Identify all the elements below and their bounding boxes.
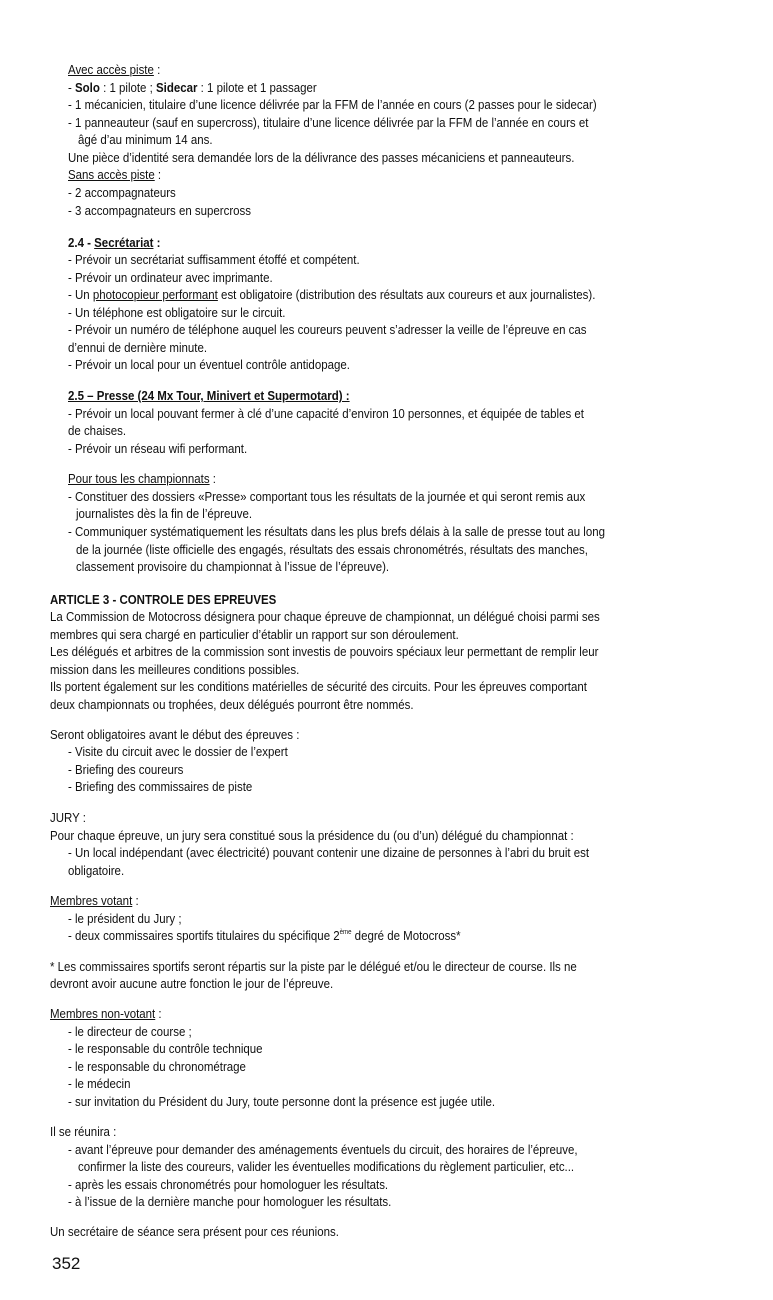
supercross-companions-line: - 3 accompagnateurs en supercross [68, 203, 252, 218]
colon: : [153, 235, 161, 250]
secretariat-item: - Prévoir un ordinateur avec imprimante. [68, 270, 273, 285]
text: est obligatoire (distribution des résultats aux coureurs et aux journalistes). [217, 287, 596, 302]
text: - Un [68, 287, 93, 302]
secretariat-item: - Prévoir un numéro de téléphone auquel les coureurs peuvent s’adresser la veille de l’épreuve en cas [68, 322, 587, 337]
text: - deux commissaires sportifs titulaires du spécifique 2 [68, 928, 340, 943]
non-voting-member-item: - le directeur de course ; [68, 1024, 192, 1039]
meeting-intro: Il se réunira : [50, 1124, 117, 1139]
article-title-text: ARTICLE 3 - CONTROLE DES EPREUVES [50, 592, 277, 607]
paragraph-line: membres qui sera chargé en particulier d’établir un rapport sur son déroulement. [50, 627, 459, 642]
meeting-item: - avant l’épreuve pour demander des aménagements éventuels du circuit, des horaires de l’épreuve, [68, 1142, 578, 1157]
sidecar-desc: : 1 pilote et 1 passager [197, 80, 317, 95]
no-access-heading [68, 166, 161, 183]
press-item: - Communiquer systématiquement les résultats dans les plus brefs délais à la salle de presse tout au long [68, 524, 605, 539]
signaller-age-line: âgé d’au minimum 14 ans. [78, 132, 213, 147]
press-heading [68, 387, 350, 404]
secretariat-item: - Prévoir un local pour un éventuel contrôle antidopage. [68, 357, 350, 372]
mandatory-item: - Briefing des coureurs [68, 762, 184, 777]
superscript: ème [339, 929, 352, 936]
secretariat-item [68, 286, 595, 303]
access-heading [68, 61, 160, 78]
colon: : [153, 62, 161, 77]
colon: : [154, 167, 162, 182]
page-number: 352 [52, 1254, 81, 1273]
without-track-access-label: Sans accès piste [68, 167, 155, 182]
with-track-access-label: Avec accès piste [68, 62, 154, 77]
mandatory-intro: Seront obligatoires avant le début des épreuves : [50, 727, 300, 742]
mandatory-item: - Visite du circuit avec le dossier de l’expert [68, 744, 288, 759]
meeting-item: - après les essais chronométrés pour homologuer les résultats. [68, 1177, 389, 1192]
secretariat-item: - Un téléphone est obligatoire sur le circuit. [68, 305, 286, 320]
press-item-cont: classement provisoire du championnat à l’issue de l’épreuve). [76, 559, 390, 574]
text: degré de Motocross* [351, 928, 461, 943]
secretariat-item-cont: d’ennui de dernière minute. [68, 340, 208, 355]
meeting-item-cont: confirmer la liste des coureurs, valider les éventuelles modifications du règlement particulier, etc... [78, 1159, 575, 1174]
paragraph-line: La Commission de Motocross désignera pour chaque épreuve de championnat, un délégué choisi parmi ses [50, 609, 600, 624]
all-championships-heading [68, 470, 216, 487]
solo-line [68, 79, 317, 96]
press-item: - Prévoir un local pouvant fermer à clé d’une capacité d’environ 10 personnes, et équipée de tables et [68, 406, 584, 421]
article-3-title [50, 591, 276, 608]
voting-members-heading [50, 892, 139, 909]
section-number: 2.4 - [68, 235, 95, 250]
voting-member-item [68, 927, 461, 944]
non-voting-members-heading [50, 1005, 162, 1022]
paragraph-line: Les délégués et arbitres de la commission sont investis de pouvoirs spéciaux leur permettant de remplir leur [50, 644, 599, 659]
secretary-line: Un secrétaire de séance sera présent pour ces réunions. [50, 1224, 339, 1239]
photocopier-term: photocopieur performant [92, 287, 218, 302]
mandatory-item: - Briefing des commissaires de piste [68, 779, 253, 794]
footnote-line: * Les commissaires sportifs seront répartis sur la piste par le délégué et/ou le directeur de course. Ils ne [50, 959, 577, 974]
solo-desc: : 1 pilote ; [99, 80, 157, 95]
jury-item-cont: obligatoire. [68, 863, 125, 878]
colon: : [155, 1006, 162, 1021]
voting-member-item: - le président du Jury ; [68, 911, 182, 926]
dash: - [68, 80, 76, 95]
solo-term: Solo [75, 80, 100, 95]
jury-line: Pour chaque épreuve, un jury sera constitué sous la présidence du (ou d’un) délégué du championnat : [50, 828, 574, 843]
secretariat-title: Secrétariat [94, 235, 154, 250]
non-voting-member-item: - le responsable du chronométrage [68, 1059, 246, 1074]
press-title: 2.5 – Presse (24 Mx Tour, Minivert et Supermotard) : [68, 388, 350, 403]
voting-members-label: Membres votant [50, 893, 133, 908]
id-required-line: Une pièce d’identité sera demandée lors de la délivrance des passes mécaniciens et panneauteurs. [68, 150, 575, 165]
non-voting-members-label: Membres non-votant [50, 1006, 156, 1021]
sidecar-term: Sidecar [156, 80, 198, 95]
all-championships-label: Pour tous les championnats [68, 471, 210, 486]
colon: : [209, 471, 216, 486]
non-voting-member-item: - le responsable du contrôle technique [68, 1041, 263, 1056]
press-item-cont: journalistes dès la fin de l’épreuve. [76, 506, 253, 521]
press-item: - Prévoir un réseau wifi performant. [68, 441, 248, 456]
press-item: - Constituer des dossiers «Presse» comportant tous les résultats de la journée et qui seront remis aux [68, 489, 586, 504]
mechanic-line: - 1 mécanicien, titulaire d’une licence délivrée par la FFM de l’année en cours (2 passes pour le sidecar) [68, 97, 597, 112]
press-item-cont: de chaises. [68, 423, 127, 438]
paragraph-line: mission dans les meilleures conditions possibles. [50, 662, 300, 677]
paragraph-line: deux championnats ou trophées, deux délégués pourront être nommés. [50, 697, 414, 712]
jury-item: - Un local indépendant (avec électricité) pouvant contenir une dizaine de personnes à l’abri du bruit est [68, 845, 590, 860]
non-voting-member-item: - sur invitation du Président du Jury, toute personne dont la présence est jugée utile. [68, 1094, 496, 1109]
footnote-line: devront avoir aucune autre fonction le jour de l’épreuve. [50, 976, 334, 991]
meeting-item: - à l’issue de la dernière manche pour homologuer les résultats. [68, 1194, 392, 1209]
jury-heading: JURY : [50, 810, 86, 825]
press-item-cont: de la journée (liste officielle des engagés, résultats des essais chronométrés, résultats des manches, [76, 542, 588, 557]
colon: : [132, 893, 139, 908]
secretariat-item: - Prévoir un secrétariat suffisamment étoffé et compétent. [68, 252, 360, 267]
non-voting-member-item: - le médecin [68, 1076, 131, 1091]
secretariat-heading [68, 234, 160, 251]
paragraph-line: Ils portent également sur les conditions matérielles de sécurité des circuits. Pour les épreuves comportant [50, 679, 587, 694]
companions-line: - 2 accompagnateurs [68, 185, 176, 200]
signaller-line: - 1 panneauteur (sauf en supercross), titulaire d’une licence délivrée par la FFM de l’année en cours et [68, 115, 589, 130]
